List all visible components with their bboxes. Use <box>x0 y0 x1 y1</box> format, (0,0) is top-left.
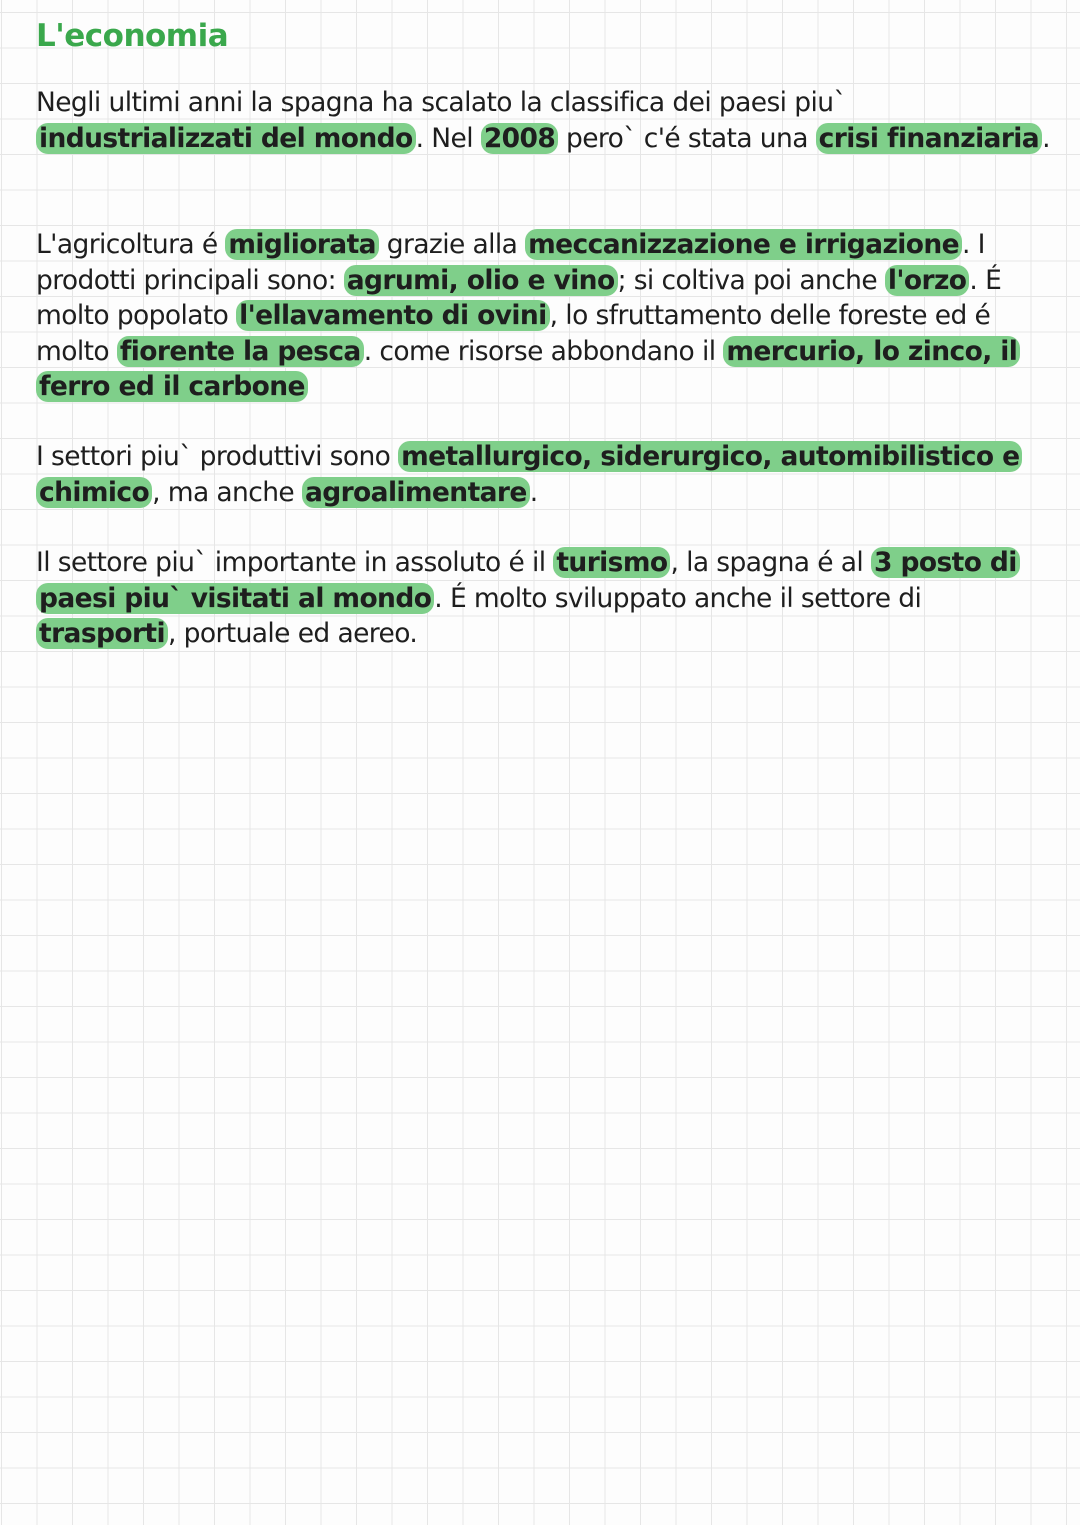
highlighted-term: metallurgico, siderurgico, automibilistico e chimico <box>36 441 1022 508</box>
highlighted-term: migliorata <box>225 229 379 260</box>
text-segment: . <box>1042 122 1050 154</box>
paragraph-agriculture <box>36 227 1051 405</box>
highlighted-term: l'ellavamento di ovini <box>236 300 550 331</box>
paragraph-tourism <box>36 545 1051 652</box>
page-title: L'economia <box>36 18 229 54</box>
highlighted-term: crisi finanziaria <box>816 123 1042 154</box>
text-segment: . I prodotti principali sono: <box>36 229 985 296</box>
text-segment: . come risorse abbondano il <box>363 335 724 367</box>
text-segment: , la spagna é al <box>670 547 872 578</box>
text-segment: L'agricoltura é <box>36 229 226 260</box>
text-segment: ; si coltiva poi anche <box>617 264 885 296</box>
highlighted-term: industrializzati del mondo <box>36 123 416 154</box>
highlighted-term: fiorente la pesca <box>117 336 364 367</box>
text-segment: , ma anche <box>152 476 302 508</box>
highlighted-term: l'orzo <box>885 265 970 296</box>
text-segment: Il settore piu` importante in assoluto é il <box>36 547 554 578</box>
highlighted-term: trasporti <box>36 618 168 649</box>
text-segment: grazie alla <box>378 229 526 260</box>
highlighted-term: 3 posto di paesi piu` visitati al mondo <box>36 547 1020 614</box>
text-segment: , portuale ed aereo. <box>168 618 418 649</box>
text-segment: I settori piu` produttivi sono <box>36 441 399 472</box>
text-segment: . É molto popolato <box>36 264 1002 331</box>
highlighted-term: agroalimentare <box>302 477 530 508</box>
text-segment: . Nel <box>415 122 481 154</box>
highlighted-term: meccanizzazione e irrigazione <box>525 229 962 260</box>
highlighted-term: agrumi, olio e vino <box>344 265 618 296</box>
text-segment: , lo sfruttamento delle foreste ed é molto <box>36 300 991 367</box>
highlighted-term: mercurio, lo zinco, il ferro ed il carbone <box>36 336 1020 403</box>
text-segment: . <box>529 476 538 508</box>
highlighted-term: turismo <box>553 547 670 578</box>
text-segment: Negli ultimi anni la spagna ha scalato la classifica dei paesi piu` <box>36 87 847 118</box>
paragraph-crisis <box>36 85 1051 156</box>
text-segment: pero` c'é stata una <box>558 122 816 154</box>
highlighted-term: 2008 <box>481 123 558 154</box>
text-segment: . É molto sviluppato anche il settore di <box>434 582 922 614</box>
paragraph-industry <box>36 439 1051 510</box>
